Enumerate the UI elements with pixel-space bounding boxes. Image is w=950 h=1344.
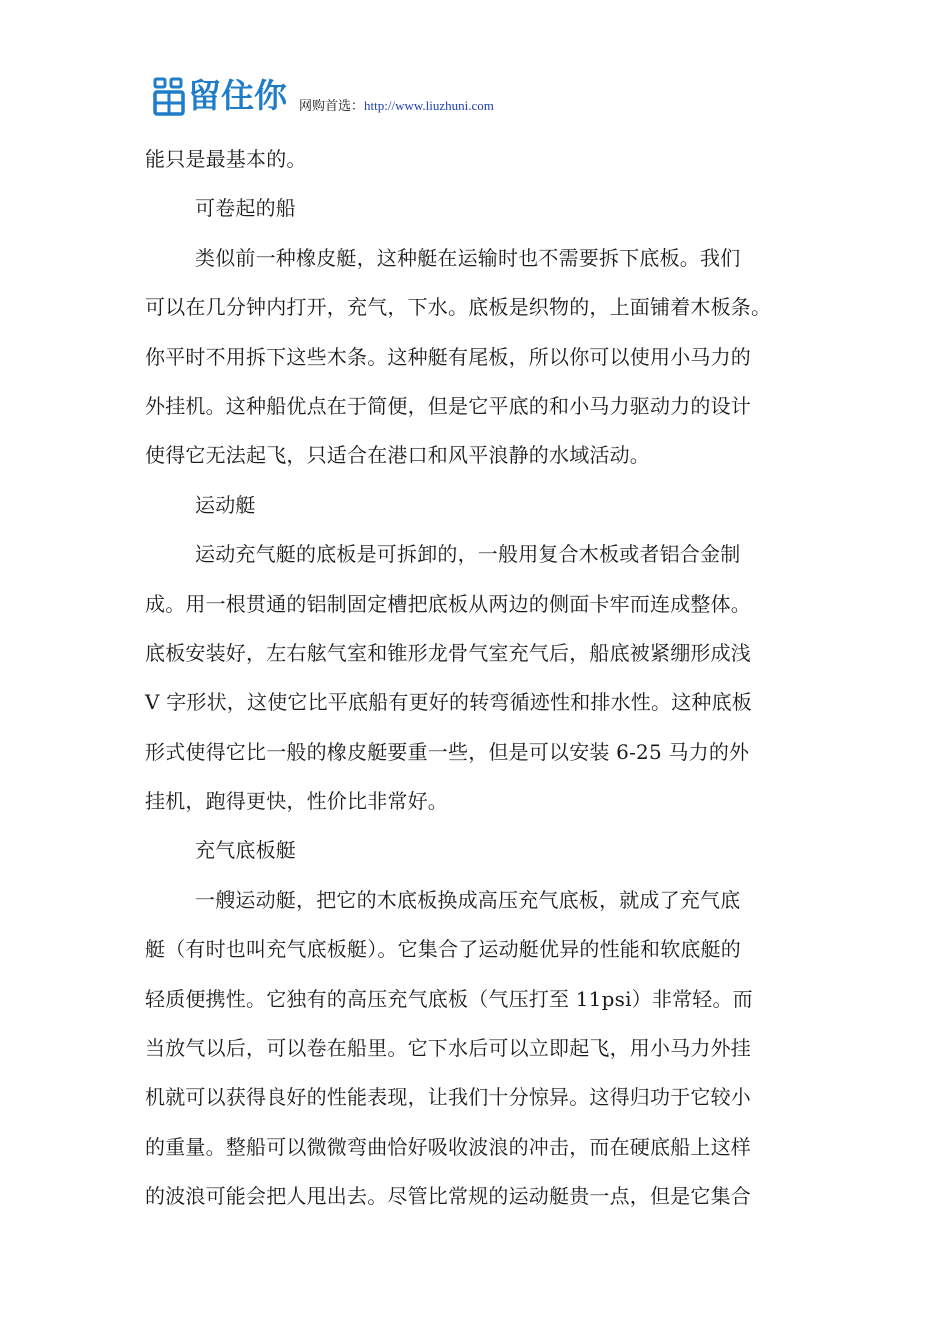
text-line: 外挂机。这种船优点在于简便，但是它平底的和小马力驱动力的设计: [145, 393, 751, 418]
text-line: 可卷起的船: [195, 196, 296, 221]
text-line: 充气底板艇: [195, 838, 296, 863]
logo-text: 留住你: [188, 76, 287, 115]
text-line: 运动艇: [195, 492, 256, 517]
text-line: 当放气以后，可以卷在船里。它下水后可以立即起飞，用小马力外挂: [145, 1036, 751, 1061]
text-line: 形式使得它比一般的橡皮艇要重一些，但是可以安装 6-25 马力的外: [145, 739, 750, 764]
text-line: 机就可以获得良好的性能表现，让我们十分惊异。这得归功于它较小: [145, 1085, 751, 1110]
header-tagline: [299, 98, 494, 114]
text-line: 可以在几分钟内打开，充气，下水。底板是织物的，上面铺着木板条。: [145, 295, 772, 320]
site-url-link[interactable]: http://www.liuzhuni.com: [364, 98, 494, 113]
text-line: 的重量。整船可以微微弯曲恰好吸收波浪的冲击，而在硬底船上这样: [145, 1134, 751, 1159]
text-line: 轻质便携性。它独有的高压充气底板（气压打至 11psi）非常轻。而: [145, 986, 753, 1011]
text-line: 使得它无法起飞，只适合在港口和风平浪静的水域活动。: [145, 443, 650, 468]
document-body: [145, 135, 815, 1222]
text-line: 的波浪可能会把人甩出去。尽管比常规的运动艇贵一点，但是它集合: [145, 1184, 751, 1209]
text-line: 挂机，跑得更快，性价比非常好。: [145, 789, 448, 814]
text-line: 艇（有时也叫充气底板艇）。它集合了运动艇优异的性能和软底艇的: [145, 937, 741, 962]
text-line: 能只是最基本的。: [145, 147, 307, 171]
text-line: 底板安装好，左右舷气室和锥形龙骨气室充气后，船底被紧绷形成浅: [145, 640, 751, 665]
text-line: 运动充气艇的底板是可拆卸的，一般用复合木板或者铝合金制: [195, 542, 741, 567]
text-line: 类似前一种橡皮艇，这种艇在运输时也不需要拆下底板。我们: [195, 245, 741, 270]
text-line: 你平时不用拆下这些木条。这种艇有尾板，所以你可以使用小马力的: [145, 344, 751, 369]
logo-mark-icon: [152, 76, 186, 116]
text-line: 一艘运动艇，把它的木底板换成高压充气底板，就成了充气底: [195, 887, 741, 912]
text-line: 成。用一根贯通的铝制固定槽把底板从两边的侧面卡牢而连成整体。: [145, 591, 751, 616]
page-header: [152, 66, 494, 116]
text-line: V 字形状，这使它比平底船有更好的转弯循迹性和排水性。这种底板: [145, 690, 753, 715]
tagline-label: 网购首选：: [299, 98, 365, 113]
logo: [152, 76, 287, 116]
